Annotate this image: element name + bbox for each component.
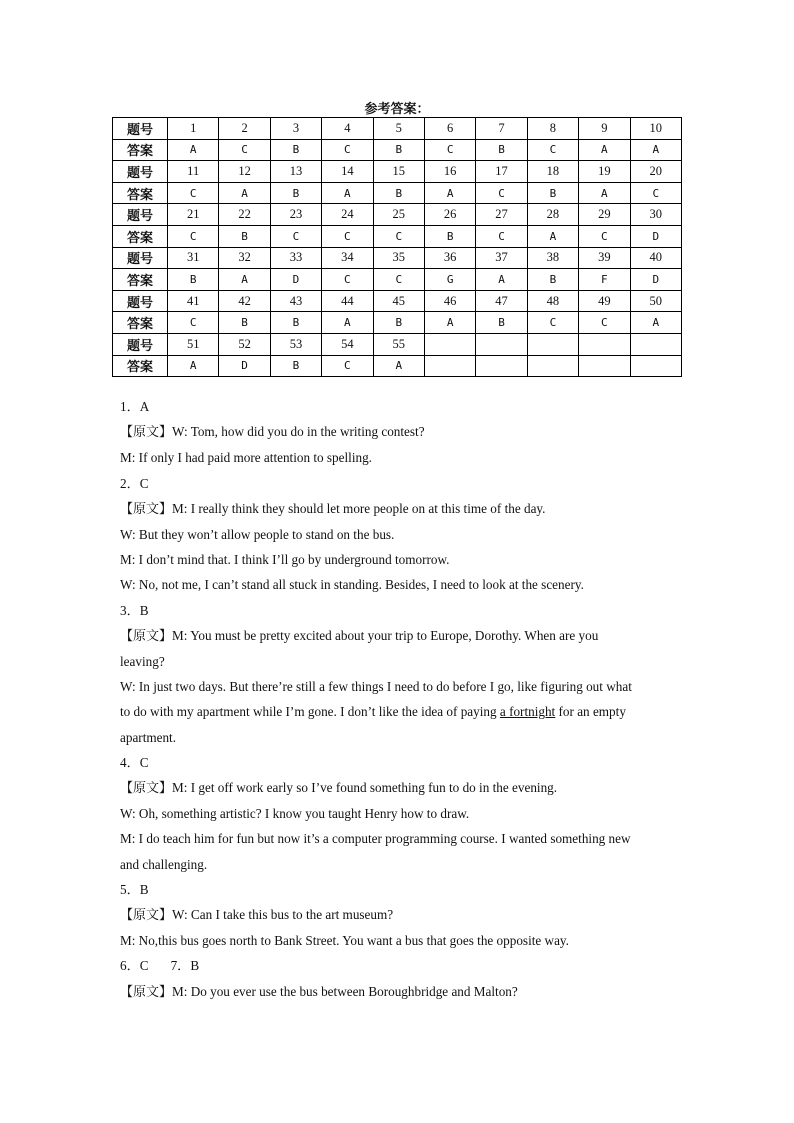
question-number-cell: 4 — [322, 118, 373, 140]
answer-row — [113, 355, 682, 377]
answer-cell: C — [168, 182, 219, 204]
transcript-line: M: I don’t mind that. I think I’ll go by underground tomorrow. — [120, 552, 450, 568]
row-header: 题号 — [113, 247, 168, 269]
question-number-cell: 36 — [424, 247, 475, 269]
answer-cell: C — [527, 312, 578, 334]
answer-line: 1．A — [120, 399, 150, 414]
answer-cell: A — [476, 269, 527, 291]
answer-cell: B — [373, 139, 424, 161]
question-number-cell: 5 — [373, 118, 424, 140]
answer-cell: B — [527, 269, 578, 291]
answer-cell: C — [579, 225, 630, 247]
question-number-cell: 17 — [476, 161, 527, 183]
answer-cell: A — [322, 312, 373, 334]
question-number-cell: 30 — [630, 204, 681, 226]
row-header: 答案 — [113, 182, 168, 204]
answer-cell: A — [630, 139, 681, 161]
answer-cell: C — [322, 139, 373, 161]
transcript-section — [120, 394, 680, 1005]
question-number-cell: 1 — [168, 118, 219, 140]
answer-cell: D — [219, 355, 270, 377]
question-number-cell: 33 — [270, 247, 321, 269]
transcript-line: M: If only I had paid more attention to spelling. — [120, 450, 372, 466]
question-number-cell: 45 — [373, 290, 424, 312]
question-number-cell: 7 — [476, 118, 527, 140]
transcript-line: 【原文】M: Do you ever use the bus between Boroughbridge and Malton? — [120, 983, 518, 1000]
answer-cell: C — [424, 139, 475, 161]
answer-cell: B — [270, 139, 321, 161]
transcript-line: to do with my apartment while I’m gone. I don’t like the idea of paying a fortnight for an empty — [120, 704, 626, 720]
answer-cell: F — [579, 269, 630, 291]
answer-cell: D — [270, 269, 321, 291]
row-header: 答案 — [113, 312, 168, 334]
answer-cell: C — [476, 182, 527, 204]
answer-cell: C — [322, 225, 373, 247]
question-number-cell: 46 — [424, 290, 475, 312]
question-number-cell: 47 — [476, 290, 527, 312]
answer-row — [113, 312, 682, 334]
question-number-cell: 8 — [527, 118, 578, 140]
answer-cell: A — [168, 355, 219, 377]
answer-row — [113, 225, 682, 247]
answer-cell: G — [424, 269, 475, 291]
answer-cell: A — [630, 312, 681, 334]
underlined-phrase: a fortnight — [499, 704, 556, 720]
question-number-cell — [424, 333, 475, 355]
question-number-cell: 27 — [476, 204, 527, 226]
answer-cell: A — [579, 139, 630, 161]
row-header: 答案 — [113, 269, 168, 291]
answer-cell: B — [476, 312, 527, 334]
answer-cell: A — [168, 139, 219, 161]
answer-cell: C — [579, 312, 630, 334]
answer-cell: B — [219, 225, 270, 247]
question-number-cell: 6 — [424, 118, 475, 140]
question-number-row — [113, 333, 682, 355]
answer-cell: B — [270, 355, 321, 377]
question-number-cell: 18 — [527, 161, 578, 183]
question-number-cell: 49 — [579, 290, 630, 312]
answer-cell: C — [630, 182, 681, 204]
source-mark: 【原文】 — [120, 501, 173, 517]
answer-cell — [424, 355, 475, 377]
answer-cell: A — [579, 182, 630, 204]
question-number-cell: 26 — [424, 204, 475, 226]
question-number-cell: 39 — [579, 247, 630, 269]
answer-cell: B — [270, 312, 321, 334]
question-number-cell: 48 — [527, 290, 578, 312]
answer-cell: C — [168, 312, 219, 334]
answer-line: 3．B — [120, 602, 149, 618]
transcript-line: M: No,this bus goes north to Bank Street. You want a bus that goes the opposite way. — [120, 933, 569, 949]
transcript-line: W: In just two days. But there’re still a few things I need to do before I go, like figuring out what — [120, 679, 632, 695]
answer-cell: D — [630, 269, 681, 291]
answer-row — [113, 269, 682, 291]
answer-cell: A — [322, 182, 373, 204]
row-header: 题号 — [113, 290, 168, 312]
question-number-cell: 51 — [168, 333, 219, 355]
question-number-cell: 22 — [219, 204, 270, 226]
answer-cell: C — [322, 355, 373, 377]
transcript-line: and challenging. — [120, 856, 208, 872]
question-number-row — [113, 204, 682, 226]
transcript-line: 【原文】M: I really think they should let more people on at this time of the day. — [120, 500, 546, 517]
answer-cell — [527, 355, 578, 377]
question-number-cell: 53 — [270, 333, 321, 355]
question-number-cell: 19 — [579, 161, 630, 183]
answer-line: 6．C 7．B — [120, 958, 200, 974]
answer-cell: D — [630, 225, 681, 247]
question-number-cell: 21 — [168, 204, 219, 226]
question-number-cell: 11 — [168, 161, 219, 183]
answer-cell — [476, 355, 527, 377]
answer-cell: A — [527, 225, 578, 247]
transcript-line: apartment. — [120, 729, 177, 745]
source-mark: 【原文】 — [120, 781, 173, 797]
row-header: 题号 — [113, 118, 168, 140]
question-number-cell: 40 — [630, 247, 681, 269]
answer-cell: B — [527, 182, 578, 204]
answer-cell: A — [219, 269, 270, 291]
question-number-row — [113, 161, 682, 183]
question-number-cell: 3 — [270, 118, 321, 140]
question-number-cell: 10 — [630, 118, 681, 140]
question-number-cell: 35 — [373, 247, 424, 269]
answer-cell: B — [373, 182, 424, 204]
question-number-cell: 20 — [630, 161, 681, 183]
question-number-cell: 44 — [322, 290, 373, 312]
answer-row — [113, 182, 682, 204]
question-number-cell: 43 — [270, 290, 321, 312]
answer-cell — [579, 355, 630, 377]
answer-cell: B — [219, 312, 270, 334]
answer-cell: C — [476, 225, 527, 247]
question-number-cell: 41 — [168, 290, 219, 312]
page-title: 参考答案： — [364, 102, 430, 117]
answer-cell: C — [219, 139, 270, 161]
answer-line: 4．C — [120, 754, 149, 770]
source-mark: 【原文】 — [120, 984, 173, 1000]
question-number-cell: 25 — [373, 204, 424, 226]
question-number-cell: 29 — [579, 204, 630, 226]
question-number-cell: 15 — [373, 161, 424, 183]
answer-cell: C — [168, 225, 219, 247]
question-number-cell: 12 — [219, 161, 270, 183]
answer-cell: C — [527, 139, 578, 161]
answer-cell: C — [270, 225, 321, 247]
row-header: 题号 — [113, 161, 168, 183]
answer-cell: C — [373, 225, 424, 247]
question-number-row — [113, 247, 682, 269]
question-number-cell: 14 — [322, 161, 373, 183]
row-header: 题号 — [113, 204, 168, 226]
source-mark: 【原文】 — [120, 628, 173, 644]
question-number-cell: 9 — [579, 118, 630, 140]
question-number-cell: 23 — [270, 204, 321, 226]
answer-cell: B — [424, 225, 475, 247]
question-number-cell: 54 — [322, 333, 373, 355]
question-number-cell: 31 — [168, 247, 219, 269]
answer-cell: A — [424, 312, 475, 334]
question-number-cell — [579, 333, 630, 355]
transcript-line: W: No, not me, I can’t stand all stuck in standing. Besides, I need to look at the scenery. — [120, 577, 584, 593]
answer-cell — [630, 355, 681, 377]
transcript-line: 【原文】M: You must be pretty excited about your trip to Europe, Dorothy. When are you — [120, 627, 599, 644]
row-header: 答案 — [113, 355, 168, 377]
transcript-line: W: But they won’t allow people to stand on the bus. — [120, 527, 395, 543]
transcript-line: W: Oh, something artistic? I know you taught Henry how to draw. — [120, 806, 470, 822]
source-mark: 【原文】 — [120, 908, 173, 924]
question-number-cell: 50 — [630, 290, 681, 312]
question-number-cell — [630, 333, 681, 355]
question-number-cell: 16 — [424, 161, 475, 183]
question-number-cell: 24 — [322, 204, 373, 226]
answer-cell: A — [219, 182, 270, 204]
question-number-row — [113, 290, 682, 312]
answer-cell: C — [322, 269, 373, 291]
question-number-cell: 42 — [219, 290, 270, 312]
answer-cell: B — [373, 312, 424, 334]
transcript-line: 【原文】W: Can I take this bus to the art museum? — [120, 907, 394, 924]
question-number-row — [113, 118, 682, 140]
transcript-line: M: I do teach him for fun but now it’s a computer programming course. I wanted something new — [120, 831, 631, 847]
answer-cell: B — [168, 269, 219, 291]
answer-cell: A — [424, 182, 475, 204]
answer-cell: A — [373, 355, 424, 377]
answer-line: 5．B — [120, 881, 149, 897]
answer-cell: B — [270, 182, 321, 204]
question-number-cell: 28 — [527, 204, 578, 226]
question-number-cell — [527, 333, 578, 355]
question-number-cell: 32 — [219, 247, 270, 269]
answer-cell: B — [476, 139, 527, 161]
question-number-cell — [476, 333, 527, 355]
row-header: 题号 — [113, 333, 168, 355]
row-header: 答案 — [113, 225, 168, 247]
transcript-line: 【原文】W: Tom, how did you do in the writing contest? — [120, 424, 425, 441]
transcript-line: leaving? — [120, 654, 165, 670]
question-number-cell: 38 — [527, 247, 578, 269]
question-number-cell: 55 — [373, 333, 424, 355]
question-number-cell: 2 — [219, 118, 270, 140]
answer-line: 2．C — [120, 475, 149, 491]
transcript-line: 【原文】M: I get off work early so I’ve found something fun to do in the evening. — [120, 780, 558, 797]
answer-row — [113, 139, 682, 161]
answer-table — [112, 117, 682, 377]
source-mark: 【原文】 — [120, 425, 173, 441]
question-number-cell: 34 — [322, 247, 373, 269]
question-number-cell: 52 — [219, 333, 270, 355]
question-number-cell: 37 — [476, 247, 527, 269]
question-number-cell: 13 — [270, 161, 321, 183]
row-header: 答案 — [113, 139, 168, 161]
answer-cell: C — [373, 269, 424, 291]
